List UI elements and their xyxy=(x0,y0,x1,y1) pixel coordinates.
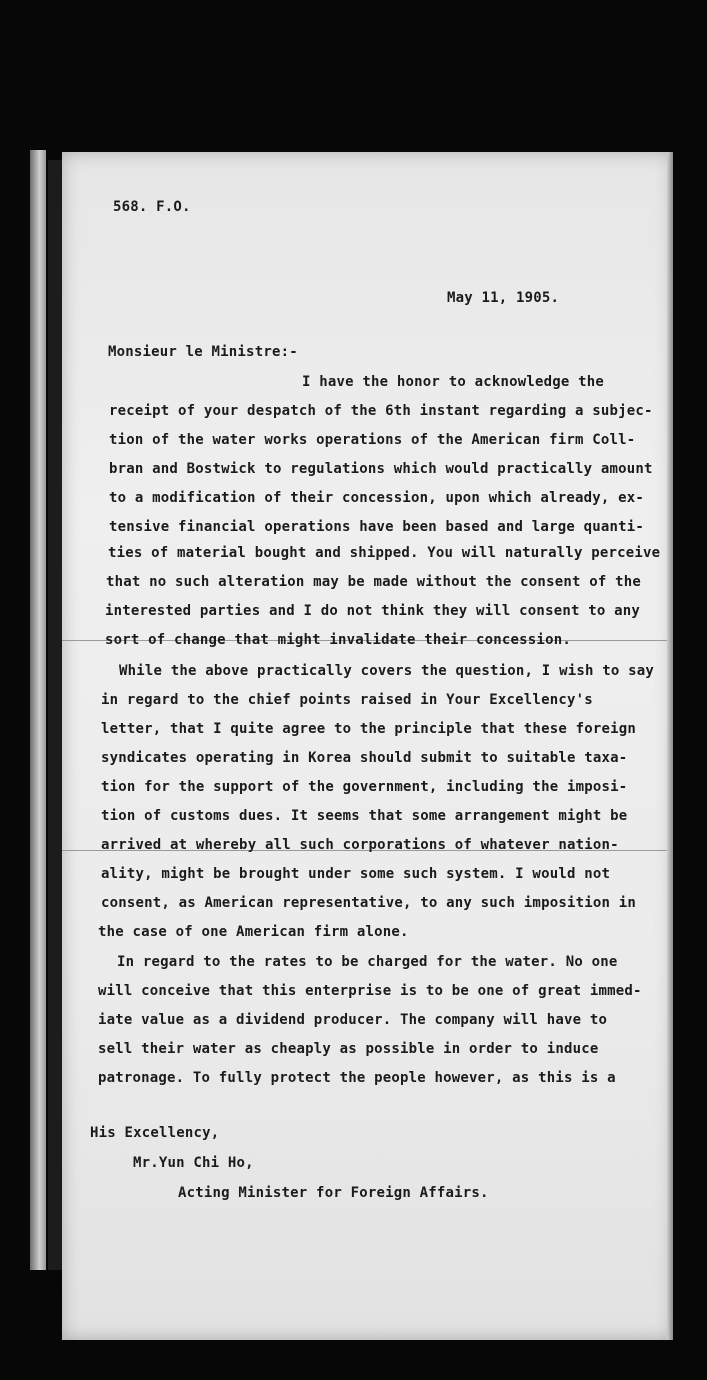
body-line: tensive financial operations have been based and large quanti- xyxy=(109,519,644,535)
body-line: iate value as a dividend producer. The company will have to xyxy=(98,1012,608,1028)
body-line: bran and Bostwick to regulations which would practically amount xyxy=(109,461,653,477)
body-line: tion of customs dues. It seems that some arrangement might be xyxy=(101,808,628,824)
body-line: ality, might be brought under some such system. I would not xyxy=(101,866,611,882)
film-gutter xyxy=(48,160,62,1270)
body-line: letter, that I quite agree to the principle that these foreign xyxy=(101,721,636,737)
body-line: ties of material bought and shipped. You will naturally perceive xyxy=(108,545,661,561)
body-line: In regard to the rates to be charged for the water. No one xyxy=(117,954,618,970)
body-line: tion for the support of the government, including the imposi- xyxy=(101,779,628,795)
salutation: Monsieur le Ministre:- xyxy=(108,344,298,360)
body-line: that no such alteration may be made without the consent of the xyxy=(106,574,641,590)
body-line: sort of change that might invalidate their concession. xyxy=(105,632,571,648)
body-line: to a modification of their concession, upon which already, ex- xyxy=(109,490,644,506)
body-line: in regard to the chief points raised in Your Excellency's xyxy=(101,692,593,708)
body-line: receipt of your despatch of the 6th instant regarding a subjec- xyxy=(109,403,653,419)
reference-number: 568. F.O. xyxy=(113,199,191,215)
body-line: I have the honor to acknowledge the xyxy=(302,374,605,390)
body-line: arrived at whereby all such corporations of whatever nation- xyxy=(101,837,619,853)
body-line: interested parties and I do not think they will consent to any xyxy=(105,603,640,619)
body-line: consent, as American representative, to any such imposition in xyxy=(101,895,636,911)
body-line: While the above practically covers the question, I wish to say xyxy=(119,663,654,679)
body-line: sell their water as cheaply as possible in order to induce xyxy=(98,1041,599,1057)
body-line: the case of one American firm alone. xyxy=(98,924,409,940)
body-line: patronage. To fully protect the people however, as this is a xyxy=(98,1070,616,1086)
body-line: tion of the water works operations of the American firm Coll- xyxy=(109,432,636,448)
body-line: will conceive that this enterprise is to be one of great immed- xyxy=(98,983,642,999)
body-line: syndicates operating in Korea should submit to suitable taxa- xyxy=(101,750,628,766)
film-edge-strip xyxy=(30,150,46,1270)
letter-date: May 11, 1905. xyxy=(447,290,560,306)
addressee-name: Mr.Yun Chi Ho, xyxy=(133,1155,254,1171)
addressee-office: Acting Minister for Foreign Affairs. xyxy=(178,1185,489,1201)
addressee-title: His Excellency, xyxy=(90,1125,220,1141)
